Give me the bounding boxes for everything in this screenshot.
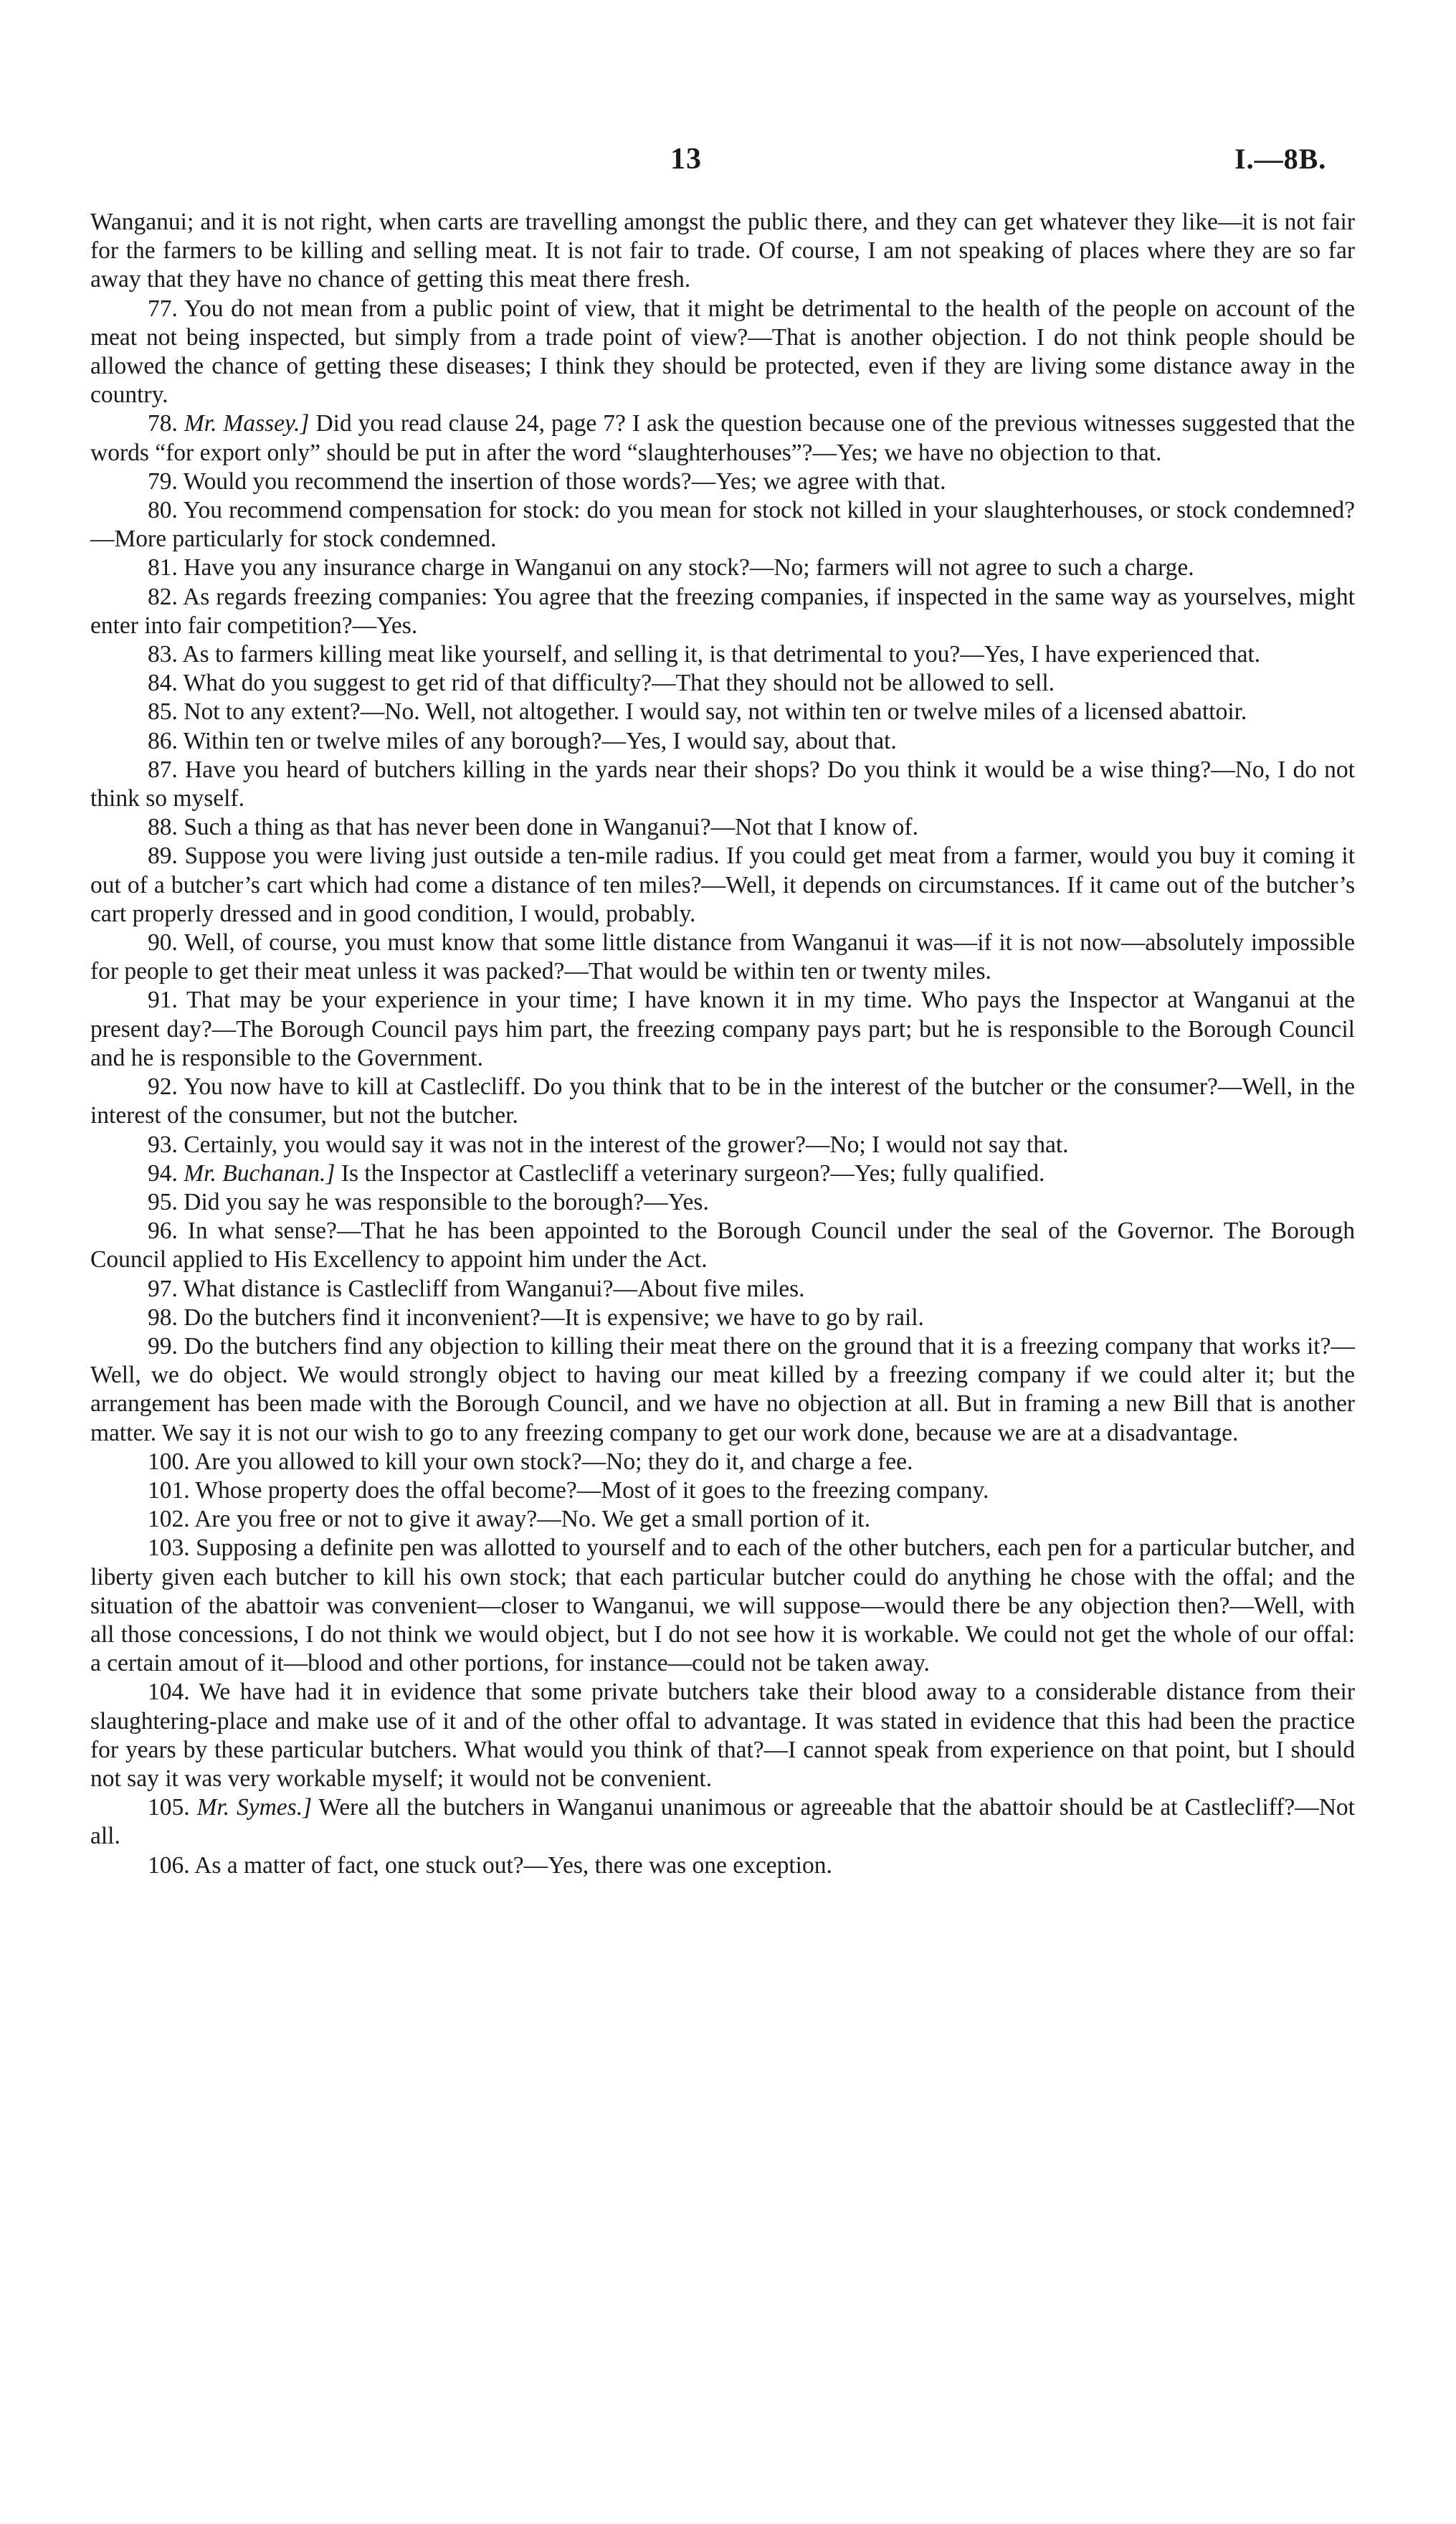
question-answer-paragraph: 103. Supposing a definite pen was allotted to yourself and to each of the other butchers, each pen for a particular butcher, and liberty given each butcher to kill his own stock; that each particular butcher could do anything he chose with the offal; and the situation of the abattoir was convenient—closer to Wanganui, we will suppose—would there be any objection then?—Well, with all those concessions, I do not think we would object, but I do not see how it is workable. We could not get the whole of our offal: a certain amout of it—blood and other portions, for instance—could not be taken away.	[90, 1534, 1355, 1677]
question-answer-paragraph: 96. In what sense?—That he has been appointed to the Borough Council under the seal of the Governor. The Borough Council applied to His Excellency to appoint him under the Act.	[90, 1218, 1355, 1273]
continued-answer: Wanganui; and it is not right, when carts are travelling amongst the public there, and they can get whatever they like—it is not fair for the farmers to be killing and selling meat. It is not fair to trade. Of course, I am not speaking of places where they are so far away that they have no chance of getting this meat there fresh.	[90, 209, 1355, 293]
question-answer-paragraph: 88. Such a thing as that has never been done in Wanganui?—Not that I know of.	[148, 814, 918, 841]
question-answer-paragraph: 77. You do not mean from a public point of view, that it might be detrimental to the health of the people on account of the meat not being inspected, but simply from a trade point of view?—That is another objection. I do not think people should be allowed the chance of getting these diseases; I think they should be protected, even if they are living some distance away in the country.	[90, 295, 1355, 409]
page-number: 13	[670, 143, 702, 176]
question-answer-paragraph: 97. What distance is Castlecliff from Wanganui?—About five miles.	[148, 1275, 805, 1302]
question-answer-paragraph: 102. Are you free or not to give it away?—No. We get a small portion of it.	[148, 1506, 870, 1533]
question-answer-paragraph: 104. We have had it in evidence that some private butchers take their blood away to a considerable distance from their slaughtering-place and make use of it and of the other offal to advantage. It was stated in evidence that this had been the practice for years by these particular butchers. What would you think of that?—I cannot speak from experience on that point, but I should not say it was very workable myself; it would not be convenient.	[90, 1679, 1355, 1792]
question-answer-paragraph: 92. You now have to kill at Castlecliff. Do you think that to be in the interest of the butcher or the consumer?—Well, in the interest of the consumer, but not the butcher.	[90, 1073, 1355, 1129]
question-answer-paragraph: 98. Do the butchers find it inconvenient?—It is expensive; we have to go by rail.	[148, 1304, 924, 1331]
question-answer-paragraph: 95. Did you say he was responsible to the borough?—Yes.	[148, 1188, 709, 1215]
speaker-name: Mr. Buchanan.]	[184, 1159, 336, 1187]
question-answer-paragraph: 80. You recommend compensation for stock: do you mean for stock not killed in your slaughterhouses, or stock condemned?—More particularly for stock condemned.	[90, 497, 1355, 553]
question-answer-paragraph: 89. Suppose you were living just outside a ten-mile radius. If you could get meat from a farmer, would you buy it coming it out of a butcher’s cart which had come a distance of ten miles?—Well, it depends on circumstances. If it came out of the butcher’s cart properly dressed and in good condition, I would, probably.	[90, 843, 1355, 927]
question-answer-paragraph	[90, 1793, 1355, 1851]
question-answer-paragraph: 87. Have you heard of butchers killing in the yards near their shops? Do you think it would be a wise thing?—No, I do not think so myself.	[90, 756, 1355, 812]
question-answer-paragraph: 85. Not to any extent?—No. Well, not altogether. I would say, not within ten or twelve miles of a licensed abattoir.	[148, 698, 1247, 726]
question-answer-paragraph: 81. Have you any insurance charge in Wanganui on any stock?—No; farmers will not agree to such a charge.	[148, 554, 1194, 582]
paragraph-text: Is the Inspector at Castlecliff a veterinary surgeon?—Yes; fully qualified.	[341, 1159, 1045, 1187]
question-answer-paragraph: 91. That may be your experience in your time; I have known it in my time. Who pays the Inspector at Wanganui at the present day?—The Borough Council pays him part, the freezing company pays part; but he is responsible to the Borough Council and he is responsible to the Government.	[90, 987, 1355, 1071]
question-answer-paragraph: 100. Are you allowed to kill your own stock?—No; they do it, and charge a fee.	[148, 1448, 913, 1475]
question-number: 105.	[148, 1794, 190, 1821]
paper-reference: I.—8B.	[1234, 143, 1327, 175]
question-answer-paragraph: 106. As a matter of fact, one stuck out?—Yes, there was one exception.	[148, 1851, 832, 1879]
speaker-name: Mr. Symes.]	[196, 1794, 313, 1821]
question-answer-paragraph: 82. As regards freezing companies: You agree that the freezing companies, if inspected in the same way as yourselves, might enter into fair competition?—Yes.	[90, 583, 1355, 639]
paragraph-text: Did you read clause 24, page 7? I ask the question because one of the previous witnesses suggested that the words “for export only” should be put in after the word “slaughterhouses”?—Yes; we have no objection to that.	[90, 410, 1356, 466]
question-answer-paragraph: 79. Would you recommend the insertion of those words?—Yes; we agree with that.	[148, 468, 946, 495]
speaker-name: Mr. Massey.]	[184, 410, 310, 437]
question-answer-paragraph: 90. Well, of course, you must know that some little distance from Wanganui it was—if it is not now—absolutely impossible for people to get their meat unless it was packed?—That would be within ten or twenty miles.	[90, 929, 1355, 985]
question-number: 94.	[148, 1159, 178, 1187]
paragraph-text: Were all the butchers in Wanganui unanimous or agreeable that the abattoir should be at Castlecliff?—Not all.	[90, 1794, 1355, 1850]
question-answer-paragraph	[90, 409, 1355, 467]
question-answer-paragraph: 83. As to farmers killing meat like yourself, and selling it, is that detrimental to you?—Yes, I have experienced that.	[148, 641, 1261, 668]
question-answer-paragraph: 93. Certainly, you would say it was not in the interest of the grower?—No; I would not say that.	[148, 1131, 1069, 1158]
question-number: 78.	[148, 410, 178, 437]
question-answer-paragraph: 99. Do the butchers find any objection to killing their meat there on the ground that it is a freezing company that works it?—Well, we do object. We would strongly object to having our meat killed by a freezing company if we could alter it; but the arrangement has been made with the Borough Council, and we have no objection at all. But in framing a new Bill that is another matter. We say it is not our wish to go to any freezing company to get our work done, because we are at a disadvantage.	[90, 1332, 1355, 1446]
question-answer-paragraph	[90, 1159, 1355, 1188]
question-answer-paragraph: 86. Within ten or twelve miles of any borough?—Yes, I would say, about that.	[148, 727, 897, 754]
page-header	[0, 142, 1456, 185]
question-answer-paragraph: 84. What do you suggest to get rid of that difficulty?—That they should not be allowed to sell.	[148, 670, 1055, 697]
question-answer-list	[90, 295, 1355, 1880]
evidence-text	[90, 208, 1355, 1880]
question-answer-paragraph: 101. Whose property does the offal become?—Most of it goes to the freezing company.	[148, 1476, 989, 1504]
